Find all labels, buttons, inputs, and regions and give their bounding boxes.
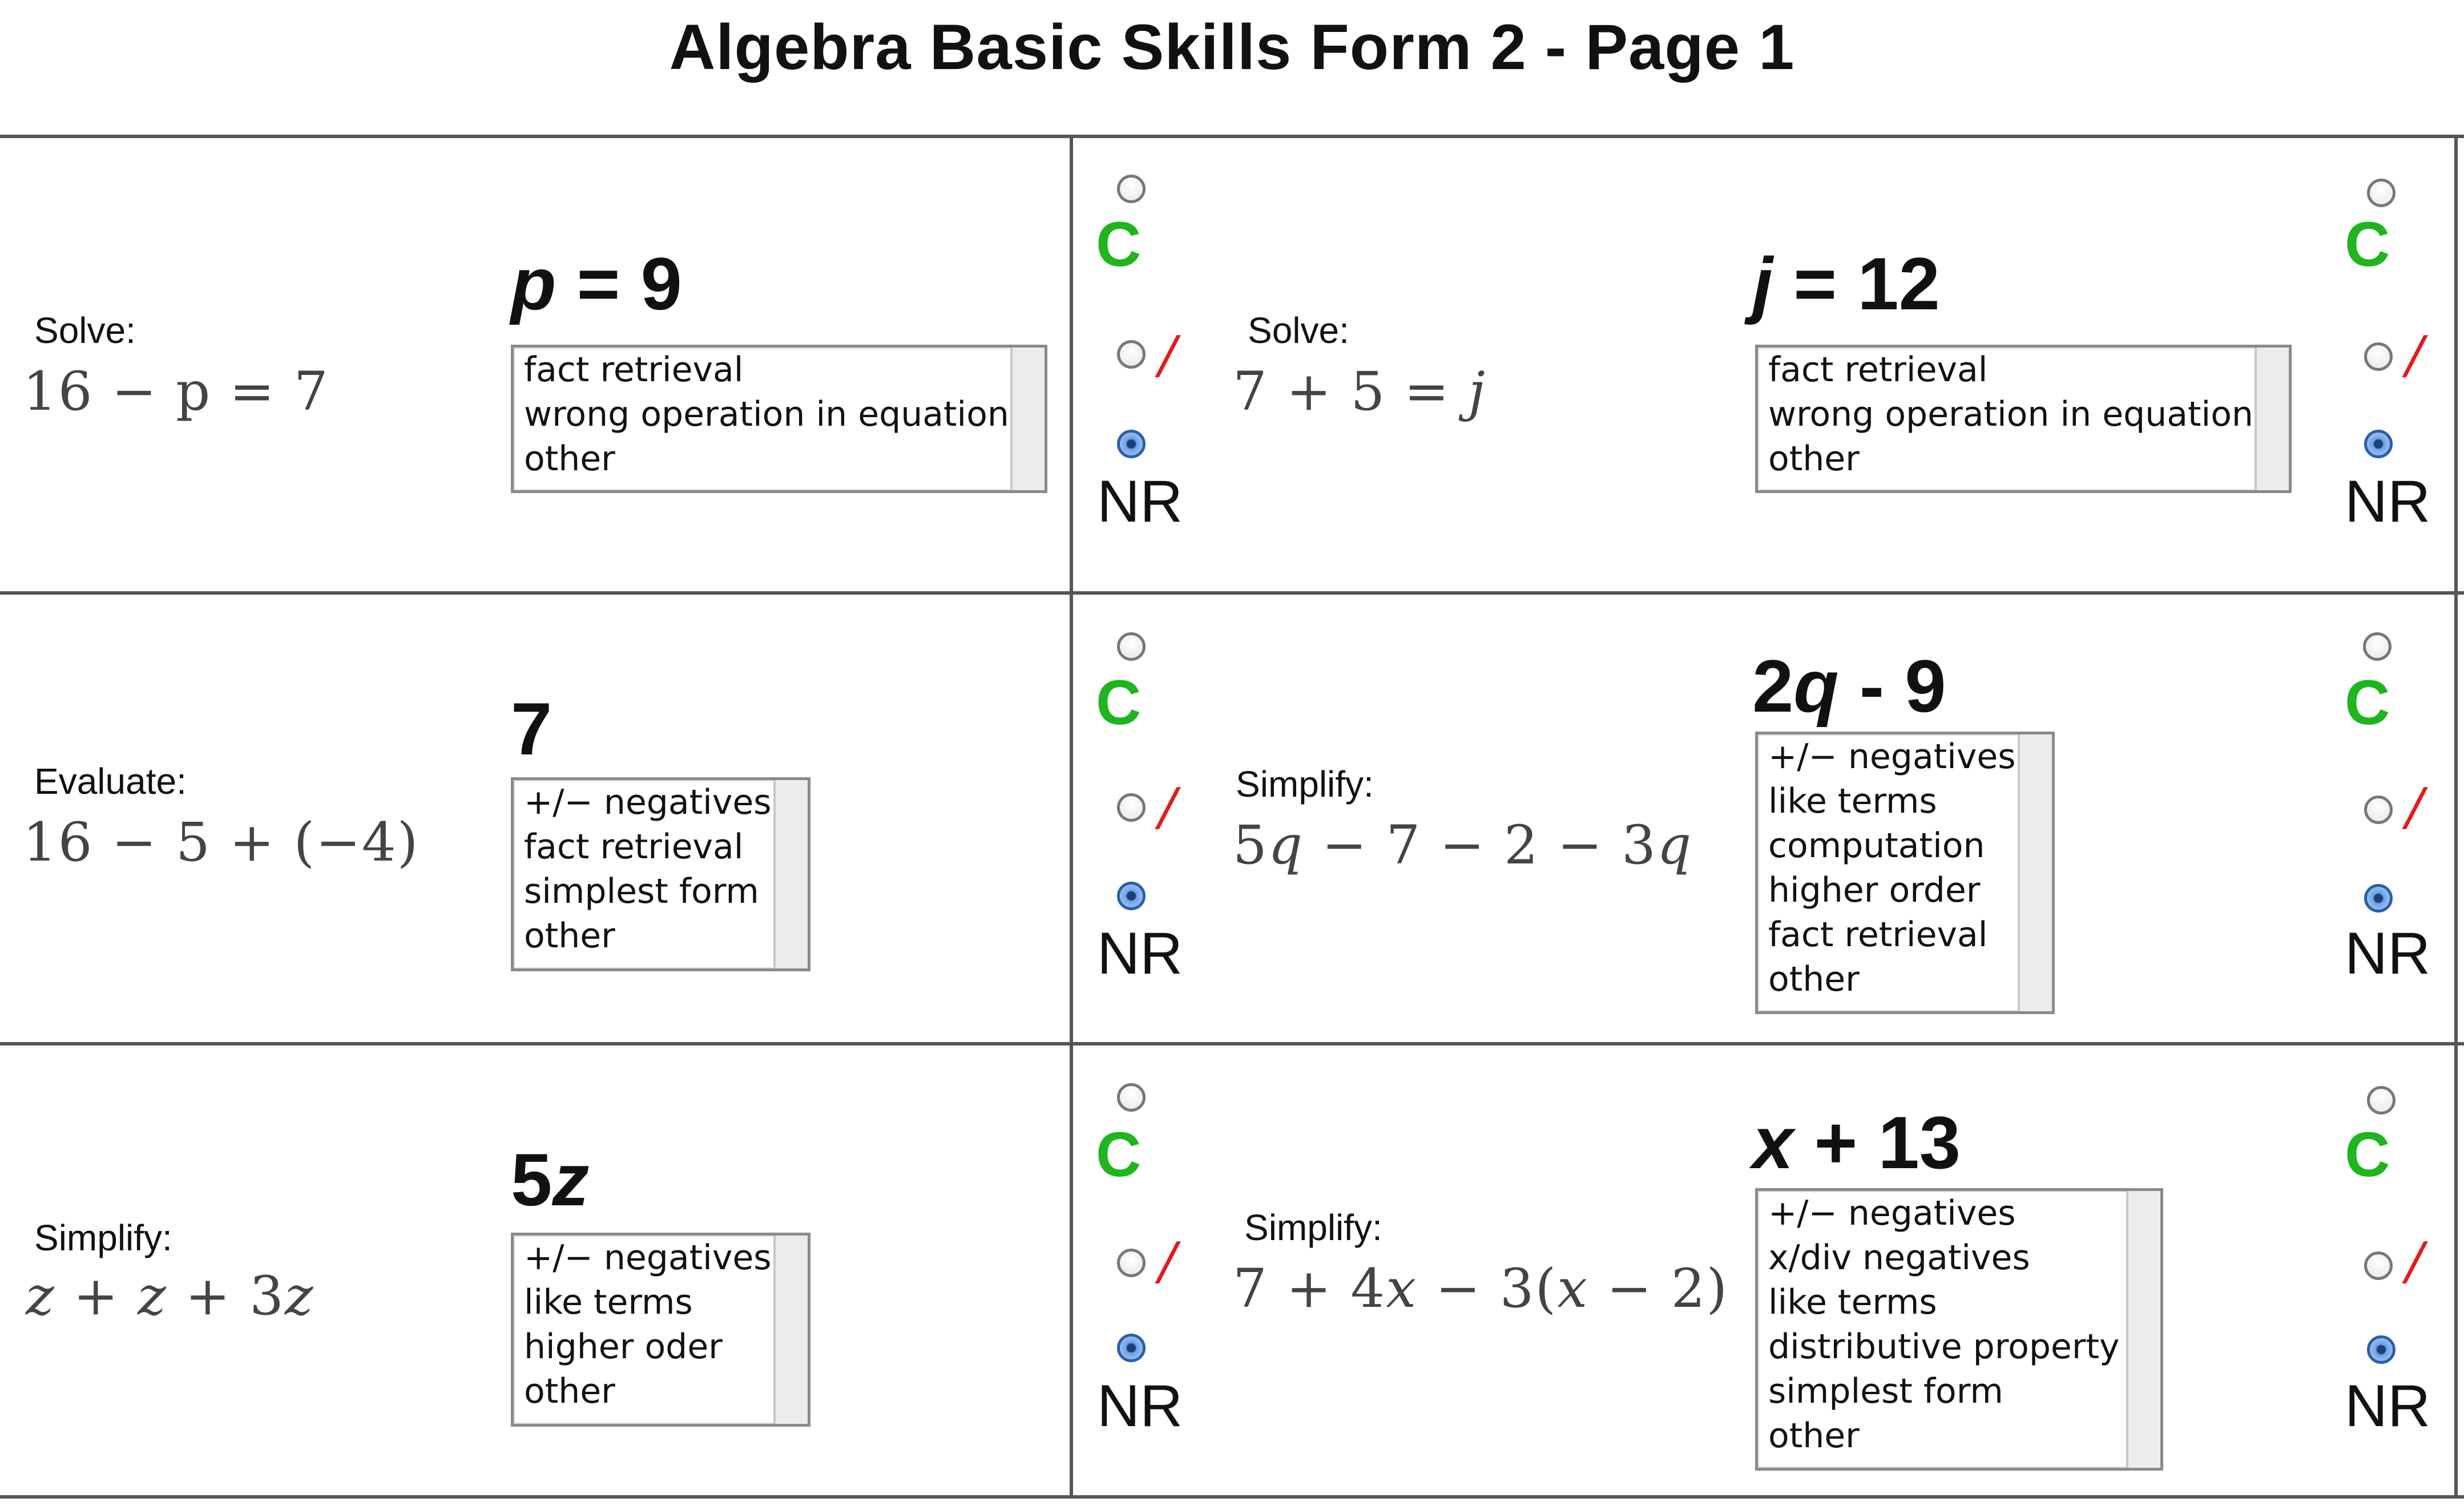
no-response-radio[interactable]: [2367, 1335, 2396, 1364]
no-response-mark-label: NR: [1097, 920, 1183, 987]
error-option[interactable]: other: [1768, 439, 1860, 479]
correct-radio[interactable]: [2367, 179, 2396, 207]
error-type-listbox[interactable]: [511, 777, 810, 971]
error-option[interactable]: +/− negatives: [524, 1238, 772, 1278]
problem-prompt: Evaluate:: [34, 761, 187, 802]
problem-expression: 16 − p = 7: [23, 361, 329, 423]
error-option[interactable]: fact retrieval: [524, 827, 744, 867]
grid-line-right: [2454, 135, 2458, 1499]
problem-prompt: Simplify:: [1236, 764, 1374, 805]
listbox-scrollbar[interactable]: [773, 1236, 808, 1424]
error-type-listbox[interactable]: [511, 1233, 810, 1427]
incorrect-radio[interactable]: [2364, 1251, 2393, 1280]
problem-expression: 16 − 5 + (−4): [23, 811, 420, 874]
incorrect-mark-label: /: [2406, 1227, 2423, 1297]
listbox-scrollbar[interactable]: [2018, 734, 2052, 1011]
error-option[interactable]: fact retrieval: [1768, 350, 1988, 390]
error-type-listbox[interactable]: [1755, 345, 2292, 493]
error-option[interactable]: simplest form: [524, 871, 759, 911]
error-option[interactable]: wrong operation in equation: [1768, 394, 2253, 434]
correct-mark-label: C: [2345, 668, 2390, 738]
problem-card: [0, 595, 1070, 1042]
correct-mark-label: C: [2345, 209, 2390, 280]
error-option[interactable]: higher order: [1768, 870, 1981, 910]
problem-prompt: Simplify:: [1244, 1207, 1382, 1248]
incorrect-mark-label: /: [1159, 321, 1176, 390]
error-option[interactable]: simplest form: [1768, 1371, 2003, 1411]
correct-radio[interactable]: [2367, 1086, 2396, 1115]
correct-answer: x + 13: [1752, 1101, 1961, 1184]
error-type-listbox[interactable]: [1755, 732, 2055, 1014]
problem-card: [1073, 595, 2454, 1042]
error-option[interactable]: +/− negatives: [1768, 737, 2016, 777]
error-option[interactable]: +/− negatives: [524, 782, 772, 822]
listbox-scrollbar[interactable]: [2126, 1191, 2160, 1468]
error-option[interactable]: other: [1768, 1416, 1860, 1456]
incorrect-mark-label: /: [2406, 773, 2423, 842]
no-response-mark-label: NR: [1097, 469, 1183, 535]
incorrect-mark-label: /: [1159, 1227, 1176, 1297]
error-type-listbox[interactable]: [511, 345, 1047, 493]
no-response-mark-label: NR: [2345, 469, 2431, 535]
no-response-radio[interactable]: [2364, 430, 2393, 458]
error-option[interactable]: other: [524, 1371, 615, 1411]
error-option[interactable]: wrong operation in equation: [524, 394, 1009, 434]
grid-line-bottom: [0, 1495, 2464, 1499]
problem-card: [1073, 138, 2454, 591]
problem-prompt: Simplify:: [34, 1217, 172, 1258]
error-option[interactable]: other: [524, 916, 615, 956]
no-response-radio[interactable]: [2364, 884, 2393, 913]
no-response-mark-label: NR: [1097, 1373, 1183, 1439]
error-option[interactable]: distributive property: [1768, 1327, 2120, 1367]
error-option[interactable]: higher oder: [524, 1327, 723, 1367]
correct-mark-label: C: [1096, 1120, 1142, 1190]
correct-mark-label: C: [1096, 209, 1142, 280]
problem-card: [0, 138, 1070, 591]
listbox-scrollbar[interactable]: [1010, 348, 1045, 490]
correct-mark-label: C: [2345, 1120, 2390, 1190]
problem-expression: 5q − 7 − 2 − 3q: [1233, 814, 1693, 877]
no-response-mark-label: NR: [2345, 920, 2431, 987]
no-response-mark-label: NR: [2345, 1373, 2431, 1439]
incorrect-mark-label: /: [2406, 321, 2423, 390]
error-option[interactable]: other: [524, 439, 615, 479]
incorrect-radio[interactable]: [2364, 342, 2393, 371]
incorrect-radio[interactable]: [2364, 796, 2393, 824]
error-option[interactable]: like terms: [1768, 781, 1937, 821]
correct-answer: 5z: [511, 1138, 590, 1221]
correct-answer: j = 12: [1752, 242, 1940, 325]
correct-answer: 7: [511, 687, 553, 770]
listbox-scrollbar[interactable]: [2255, 348, 2289, 490]
problem-card: [1073, 1045, 2454, 1495]
problem-expression: z + z + 3z: [26, 1265, 314, 1327]
error-option[interactable]: fact retrieval: [1768, 915, 1988, 955]
incorrect-mark-label: /: [1159, 773, 1176, 842]
correct-answer: p = 9: [511, 242, 682, 325]
listbox-scrollbar[interactable]: [773, 780, 808, 968]
error-option[interactable]: other: [1768, 959, 1860, 999]
error-type-listbox[interactable]: [1755, 1188, 2163, 1471]
problem-expression: 7 + 4x − 3(x − 2): [1233, 1258, 1729, 1320]
error-option[interactable]: x/div negatives: [1768, 1238, 2030, 1278]
error-option[interactable]: like terms: [524, 1282, 693, 1322]
page-title: Algebra Basic Skills Form 2 - Page 1: [669, 11, 1795, 83]
correct-answer: 2q - 9: [1752, 644, 1946, 728]
problem-prompt: Solve:: [1248, 310, 1349, 351]
correct-radio[interactable]: [2363, 632, 2392, 661]
error-option[interactable]: fact retrieval: [524, 350, 744, 390]
error-option[interactable]: computation: [1768, 826, 1985, 866]
error-option[interactable]: like terms: [1768, 1282, 1937, 1322]
problem-card: [0, 1045, 1070, 1495]
problem-prompt: Solve:: [34, 310, 136, 351]
correct-mark-label: C: [1096, 668, 1142, 738]
error-option[interactable]: +/− negatives: [1768, 1193, 2016, 1233]
problem-expression: 7 + 5 = j: [1233, 361, 1486, 423]
